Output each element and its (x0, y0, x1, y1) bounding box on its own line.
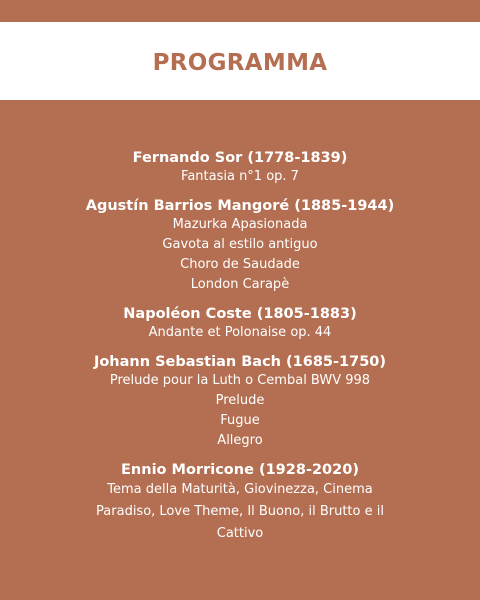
composer-name: Ennio Morricone (1928-2020) (121, 462, 359, 478)
composer-name: Agustín Barrios Mangoré (1885-1944) (85, 198, 395, 214)
work-title: Paradiso, Love Theme, Il Buono, il Brutto e il (96, 504, 384, 519)
work-title: Gavota al estilo antiguo (162, 237, 318, 252)
composer-name: Fernando Sor (1778-1839) (132, 150, 348, 166)
header-band (0, 22, 480, 100)
composer-name: Napoléon Coste (1805-1883) (123, 306, 357, 322)
work-title: Allegro (217, 433, 263, 448)
work-title: Fugue (220, 413, 260, 428)
work-title: London Carapè (190, 277, 290, 292)
program-entry-sor (20, 149, 460, 187)
work-title: Prelude pour la Luth o Cembal BWV 998 (109, 373, 371, 388)
work-title: Tema della Maturità, Giovinezza, Cinema (107, 482, 373, 497)
program-entry-coste (20, 305, 460, 343)
work-title: Andante et Polonaise op. 44 (148, 325, 332, 340)
page-title: PROGRAMMA (152, 49, 328, 76)
work-title: Mazurka Apasionada (172, 217, 308, 232)
work-title: Choro de Saudade (180, 257, 300, 272)
program-list (20, 149, 460, 555)
program-entry-bach (20, 353, 460, 451)
program-entry-barrios (20, 197, 460, 295)
composer-name: Johann Sebastian Bach (1685-1750) (93, 354, 387, 370)
work-title: Prelude (215, 393, 265, 408)
program-entry-morricone (20, 461, 460, 545)
work-title: Fantasia n°1 op. 7 (181, 169, 299, 184)
work-title: Cattivo (216, 526, 264, 541)
